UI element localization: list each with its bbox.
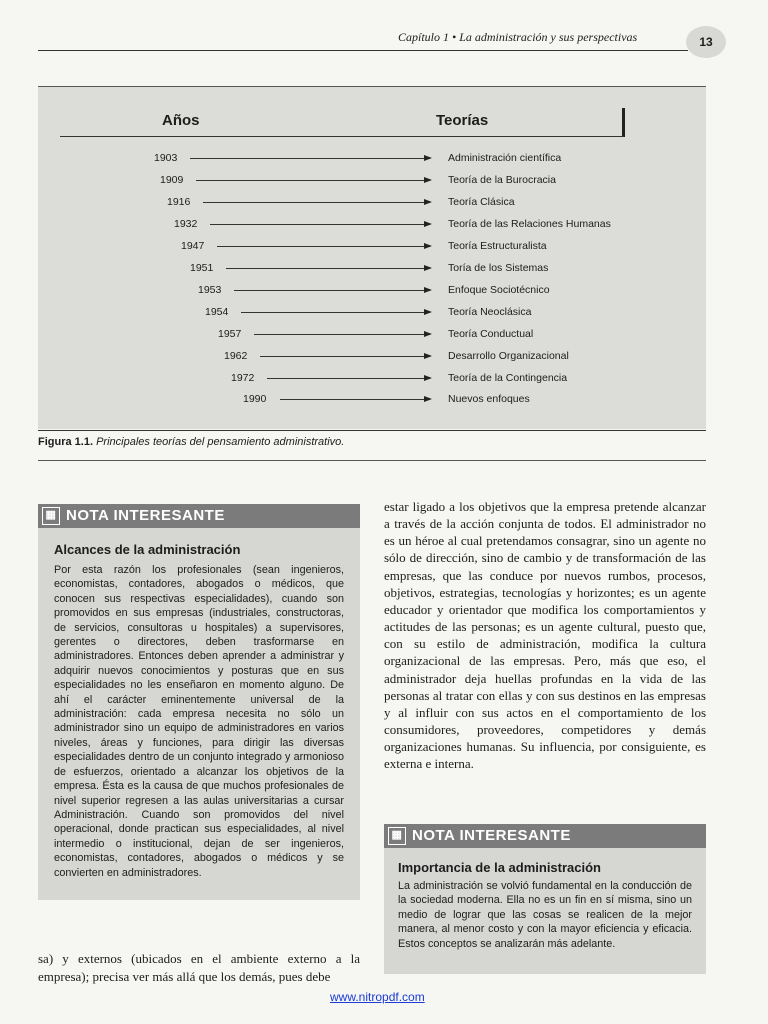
timeline-theory: Teoría de la Burocracia — [448, 174, 556, 186]
note-body: La administración se volvió fundamental en la conducción de la sociedad moderna. Ella no es un fin en sí misma, sino un medio de lograr que las cosas se realicen de la mejor manera, al menor costo y con la mayor eficiencia y eficacia. Estos conceptos se analizarán más adelante. — [398, 880, 692, 950]
timeline-theory: Toría de los Sistemas — [448, 262, 549, 274]
footer-link[interactable]: www.nitropdf.com — [330, 990, 425, 1004]
timeline-theory: Desarrollo Organizacional — [448, 350, 569, 362]
timeline-year: 1951 — [190, 262, 214, 274]
timeline-year: 1909 — [160, 174, 184, 186]
note-box-scope — [38, 504, 360, 900]
figure-rule — [38, 430, 706, 431]
timeline-arrow — [210, 224, 430, 225]
figure-caption — [38, 436, 344, 448]
timeline-year: 1932 — [174, 218, 198, 230]
theories-column-header: Teorías — [436, 112, 489, 129]
figure-caption-text: Principales teorías del pensamiento administrativo. — [96, 436, 345, 448]
note-body: Por esta razón los profesionales (sean ingenieros, economistas, contadores, abogados o médicos, que conocen sus respectivas especialidades), cuando son promovidos en sus empresas (industriales, constructoras, de servicios, consultoras u hospitales) a supervisores, gerentes o directores, deben trasformarse en administradores. Entonces deben aprender a administrar y adquirir nuevos conocimientos y posturas que en sus especialidades no les enseñaron en momento alguno. De ahí el carácter eminentemente universal de la administración: cada empresa necesita no sólo un administrador sino un equipo de administradores en varios niveles, áreas y funciones, para dirigir las diversas especialidades dentro de un conjunto integrado y armonioso de esfuerzos, orientado a alcanzar los objetivos de la empresa. Ésta es la causa de que muchos profesionales de nivel superior regresen a las aulas universitarias a cursar Administración. Cuando son promovidos del nivel operacional, donde practican sus especialidades, al nivel intermedio o institucional, dejan de ser ingenieros, economistas, contadores, abogados o médicos y se convierten en administradores. — [54, 564, 344, 879]
timeline-year: 1962 — [224, 350, 248, 362]
note-header — [38, 504, 360, 528]
timeline-theory: Teoría Neoclásica — [448, 306, 532, 318]
note-header-label: NOTA INTERESANTE — [412, 827, 571, 844]
timeline-arrow — [241, 312, 430, 313]
body-text-left-continuation: sa) y externos (ubicados en el ambiente externo a la empresa); precisa ver más allá que los demás, pues debe — [38, 951, 360, 984]
timeline-year: 1947 — [181, 240, 205, 252]
page-number: 13 — [686, 26, 726, 58]
timeline-year: 1990 — [243, 393, 267, 405]
figure-bottom-rule — [38, 460, 706, 461]
timeline-arrow — [280, 399, 430, 400]
figure-caption-label: Figura 1.1. — [38, 436, 94, 448]
note-icon: ▦ — [388, 827, 406, 845]
body-text-right: estar ligado a los objetivos que la empresa pretende alcanzar a través de la acción conjunta de todos. El administrador no es un héroe al cual pretendamos consagrar, sino un agente no sólo de dirección, sino de cambio y de transformación de las empresas, que las conduce por nuevos rumbos, procesos, objetivos, estrategias, tecnologías y horizontes; es un agente educador y orientador que modifica los comportamientos y actitudes de las personas; es un agente cultural, puesto que, con su estilo de administración, modifica la cultura organizacional de las empresas. Pero, más que eso, el administrador deja huellas profundas en la vida de las personas al tratar con ellas y con sus destinos en las empresas y al influir con sus actos en el comportamiento de los consumidores, proveedores, competidores y demás organizaciones humanas. Su influencia, por consiguiente, es externa e interna. — [384, 499, 706, 772]
note-header — [384, 824, 706, 848]
timeline-year: 1953 — [198, 284, 222, 296]
timeline-year: 1954 — [205, 306, 229, 318]
timeline-theory: Teoría Estructuralista — [448, 240, 547, 252]
figure-header-row — [60, 108, 625, 137]
timeline-year: 1957 — [218, 328, 242, 340]
timeline-theory: Teoría de las Relaciones Humanas — [448, 218, 611, 230]
timeline-year: 1972 — [231, 372, 255, 384]
note-title: Importancia de la administración — [398, 860, 601, 875]
note-title: Alcances de la administración — [54, 542, 241, 557]
note-icon: ▦ — [42, 507, 60, 525]
timeline-arrow — [203, 202, 430, 203]
timeline-arrow — [226, 268, 430, 269]
timeline-year: 1916 — [167, 196, 191, 208]
timeline-arrow — [190, 158, 430, 159]
note-header-label: NOTA INTERESANTE — [66, 507, 225, 524]
timeline-theory: Teoría de la Contingencia — [448, 372, 568, 384]
timeline-arrow — [217, 246, 430, 247]
timeline-theory: Enfoque Sociotécnico — [448, 284, 550, 296]
timeline-theory: Administración científica — [448, 152, 562, 164]
note-box-importance — [384, 824, 706, 974]
timeline-theory: Teoría Conductual — [448, 328, 534, 340]
timeline-theory: Nuevos enfoques — [448, 393, 530, 405]
timeline-arrow — [196, 180, 430, 181]
timeline-arrow — [267, 378, 430, 379]
timeline-arrow — [260, 356, 430, 357]
timeline-arrow — [234, 290, 430, 291]
timeline-year: 1903 — [154, 152, 178, 164]
years-column-header: Años — [162, 112, 200, 129]
header-rule — [38, 50, 688, 51]
running-head: Capítulo 1 • La administración y sus perspectivas — [398, 30, 638, 44]
timeline-theory: Teoría Clásica — [448, 196, 515, 208]
timeline-arrow — [254, 334, 430, 335]
